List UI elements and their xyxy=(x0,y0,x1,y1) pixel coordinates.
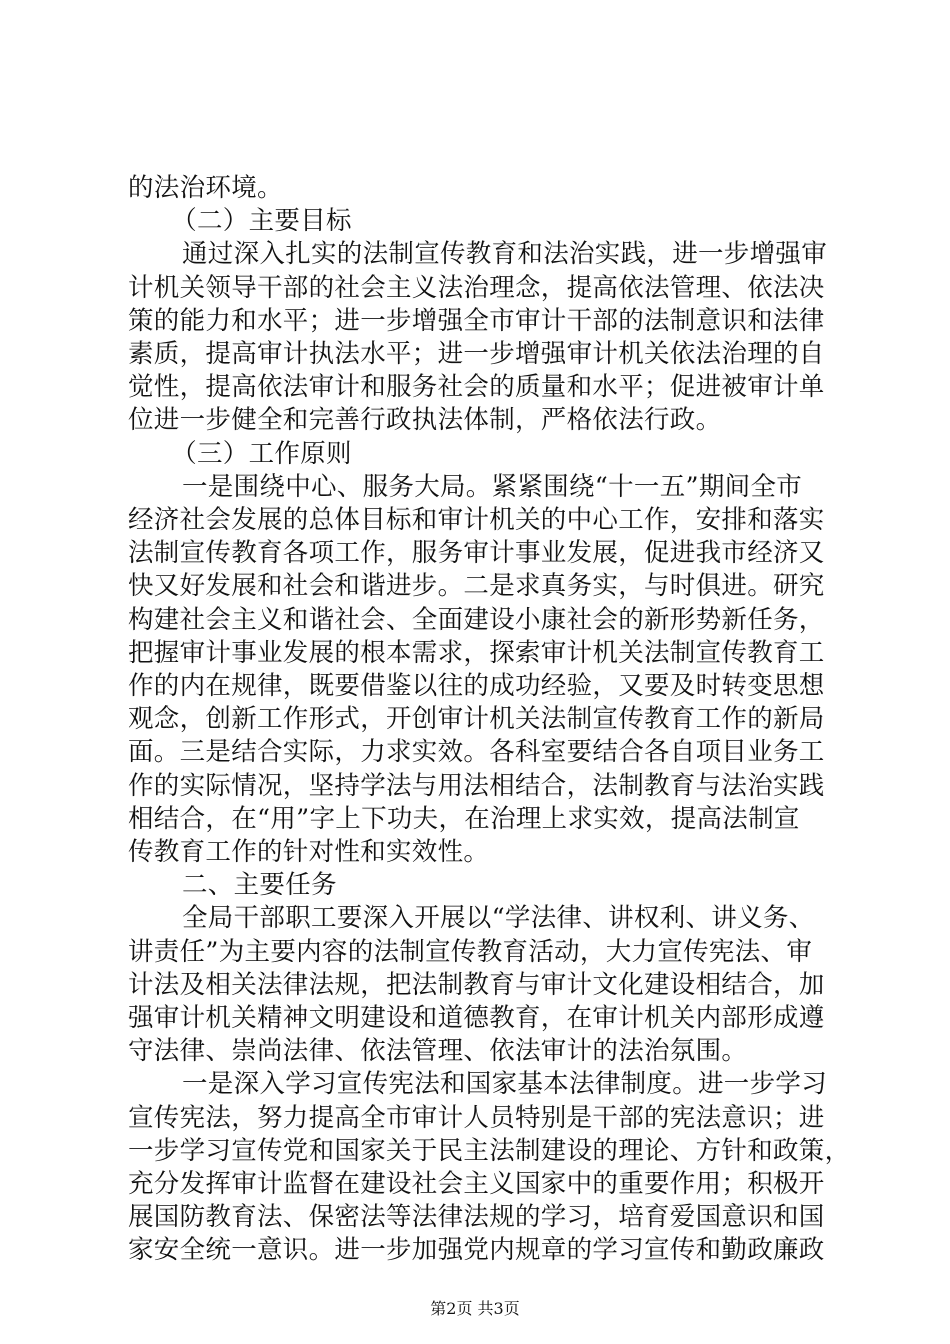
text-line: 把握审计事业发展的根本需求，探索审计机关法制宣传教育工 xyxy=(128,637,825,668)
text-line: 观念，创新工作形式，开创审计机关法制宣传教育工作的新局 xyxy=(128,704,825,735)
text-line: 的法治环境。 xyxy=(128,173,283,203)
text-line: 一是深入学习宣传宪法和国家基本法律制度。进一步学习 xyxy=(182,1069,828,1100)
text-line: 讲责任”为主要内容的法制宣传教育活动，大力宣传宪法、审 xyxy=(128,936,813,967)
text-line: （三）工作原则 xyxy=(171,438,352,469)
text-line: 家安全统一意识。进一步加强党内规章的学习宣传和勤政廉政 xyxy=(128,1235,825,1266)
text-line: 面。三是结合实际，力求实效。各科室要结合各自项目业务工 xyxy=(128,737,825,768)
text-line: 通过深入扎实的法制宣传教育和法治实践，进一步增强审 xyxy=(182,239,828,270)
text-line: 强审计机关精神文明建设和道德教育，在审计机关内部形成遵 xyxy=(128,1003,825,1033)
text-line: 传教育工作的针对性和实效性。 xyxy=(128,837,490,867)
text-line: 展国防教育法、保密法等法律法规的学习，培育爱国意识和国 xyxy=(128,1202,825,1233)
text-line: （二）主要目标 xyxy=(171,206,352,237)
text-line: 位进一步健全和完善行政执法体制，严格依法行政。 xyxy=(128,405,722,436)
text-line: 素质，提高审计执法水平；进一步增强审计机关依法治理的自 xyxy=(128,339,825,369)
text-line: 充分发挥审计监督在建设社会主义国家中的重要作用；积极开 xyxy=(128,1169,825,1199)
text-line: 觉性，提高依法审计和服务社会的质量和水平；促进被审计单 xyxy=(128,372,825,403)
text-line: 法制宣传教育各项工作，服务审计事业发展，促进我市经济又 xyxy=(128,538,825,569)
text-line: 计机关领导干部的社会主义法治理念，提高依法管理、依法决 xyxy=(128,272,825,303)
text-line: 快又好发展和社会和谐进步。二是求真务实，与时俱进。研究 xyxy=(128,571,825,602)
text-line: 相结合，在“用”字上下功夫，在治理上求实效，提高法制宣 xyxy=(128,803,800,834)
text-line: 经济社会发展的总体目标和审计机关的中心工作，安排和落实 xyxy=(128,505,825,535)
text-line: 作的实际情况，坚持学法与用法相结合，法制教育与法治实践 xyxy=(128,770,825,801)
text-line: 一是围绕中心、服务大局。紧紧围绕“十一五”期间全市 xyxy=(182,471,803,502)
text-line: 构建社会主义和谐社会、全面建设小康社会的新形势新任务， xyxy=(128,604,825,635)
text-line: 守法律、崇尚法律、依法管理、依法审计的法治氛围。 xyxy=(128,1036,748,1067)
text-line: 策的能力和水平；进一步增强全市审计干部的法制意识和法律 xyxy=(128,305,825,336)
text-line: 二、主要任务 xyxy=(182,870,337,901)
text-line: 一步学习宣传党和国家关于民主法制建设的理论、方针和政策， xyxy=(128,1135,851,1166)
text-line: 计法及相关法律法规，把法制教育与审计文化建设相结合，加 xyxy=(128,969,825,1000)
text-line: 宣传宪法，努力提高全市审计人员特别是干部的宪法意识；进 xyxy=(128,1102,825,1133)
text-line: 作的内在规律，既要借鉴以往的成功经验，又要及时转变思想 xyxy=(128,671,825,701)
page-footer: 第2页 共3页 xyxy=(430,1299,520,1318)
text-line: 全局干部职工要深入开展以“学法律、讲权利、讲义务、 xyxy=(182,903,815,934)
